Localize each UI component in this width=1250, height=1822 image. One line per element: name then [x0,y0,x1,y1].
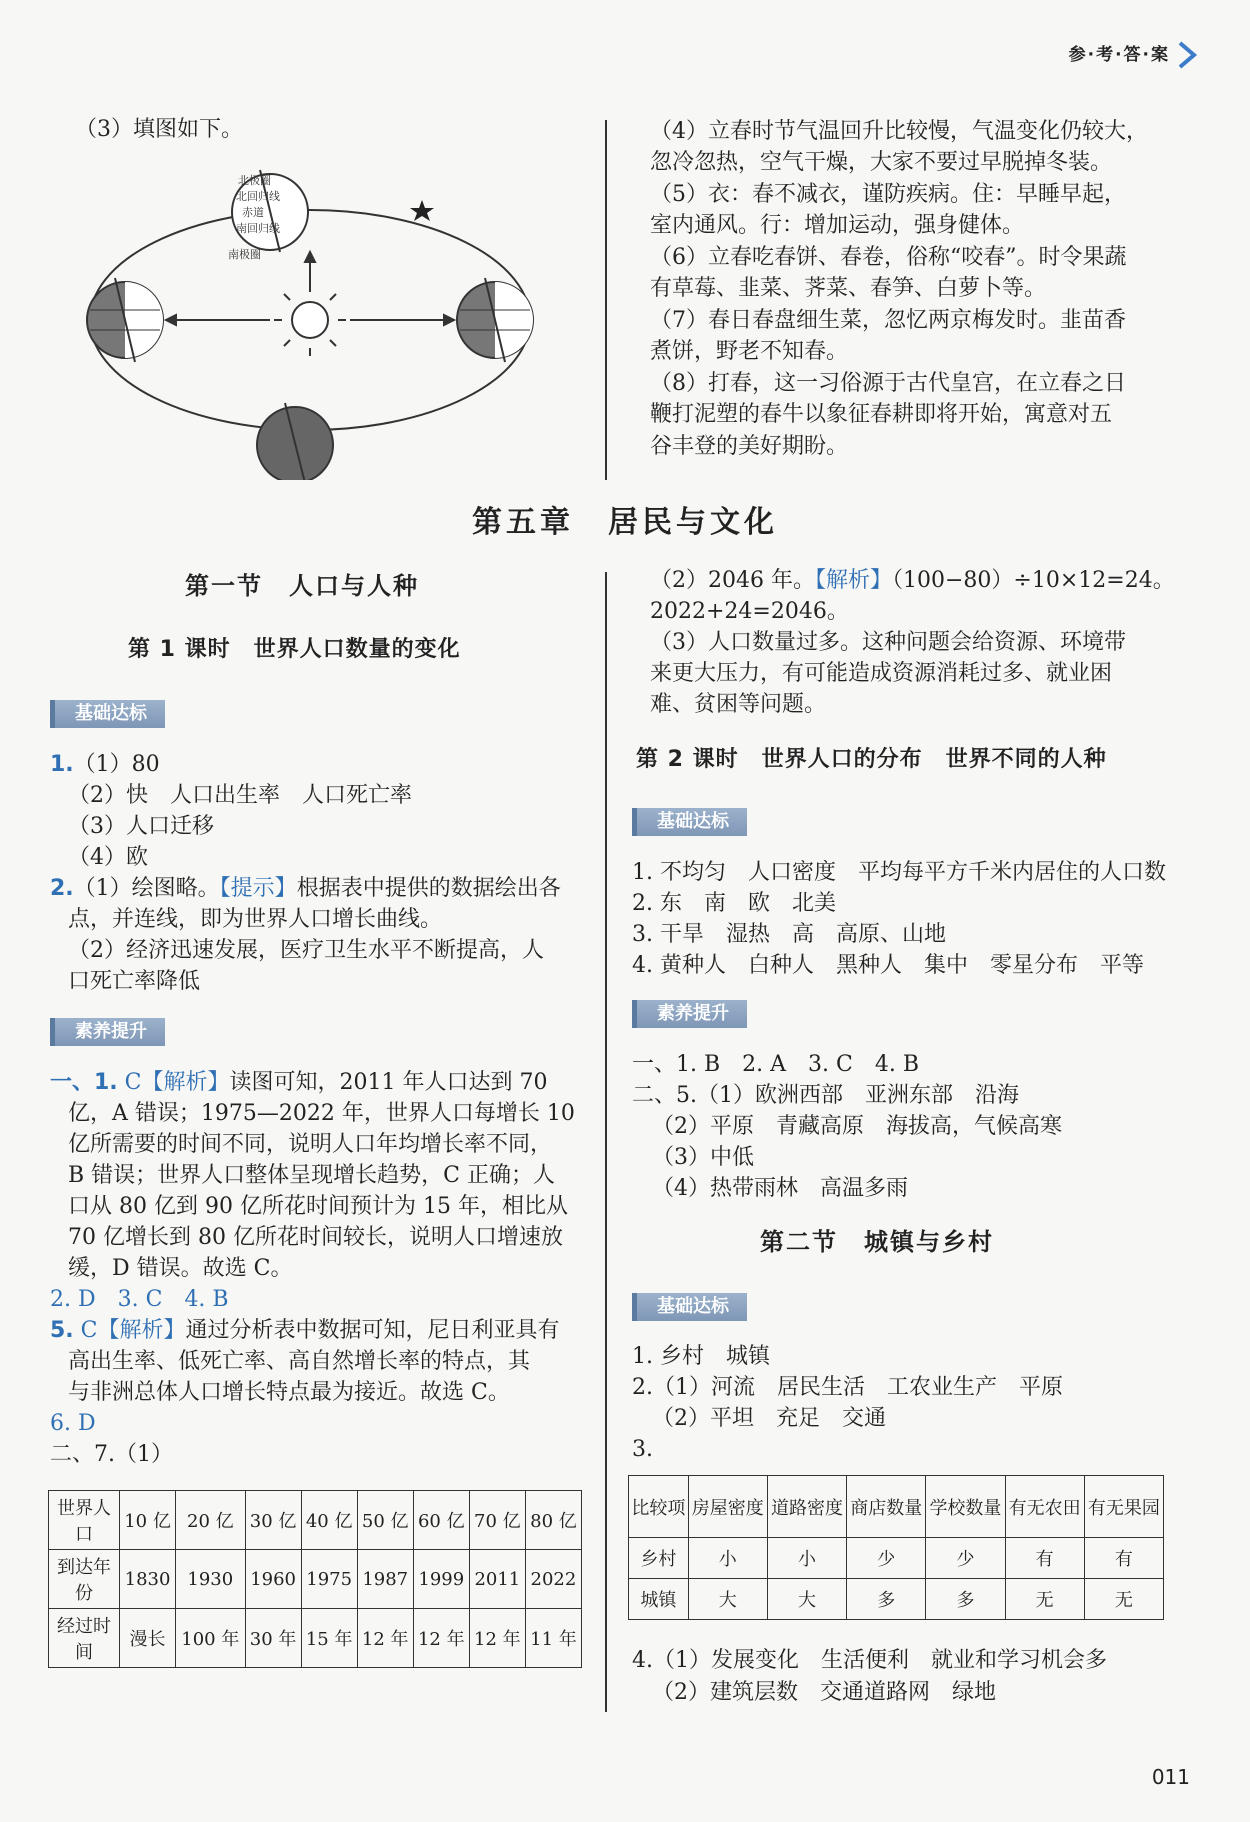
chevron-right-icon [1176,40,1200,70]
section-title-2: 第二节 城镇与乡村 [760,1228,994,1256]
badge-basic-3: 基础达标 [632,1293,747,1321]
earth-orbit-diagram [70,160,550,480]
svg-text:北回归线: 北回归线 [236,190,280,203]
column-divider-top [605,120,607,480]
page: 参·考·答·案 （3）填图如下。 北极圈 北回归线 赤道 南回归线 南极圈 （4）立春时节气温回升比较慢，气温变化仍较大， 忽冷忽热，空气干燥，大家不要过早脱掉冬装。 （5）衣：春不减衣，谨防疾病。住：早睡早起， 室内通风。行：增加运动，强身健体。 （6）立春吃春饼、春卷，俗称“咬春”。时令果蔬 有草莓、韭菜、荠菜、春笋、白萝卜等。 （7）春日春盘细生菜，忽忆两京梅发时。韭苗香 煮饼，野老不知春。 （8）打春，这一习俗源于古代皇宫，在立春之日 鞭打泥塑的春牛以象征春耕即将开始，寓意对五 谷丰登的美好期盼。 第五章 居民与文化 第一节 人口与人种 第 1 课时 世界人口数量的变化 基础达标 1.（1）80 （2）快 人口出生率 人口死亡率 （3）人口迁移 （4）欧 2.（1）绘图略。【提示】根据表中提供的数据绘出各 点，并连线，即为世界人口增长曲线。 （2）经济迅速发展，医疗卫生水平不断提高，人 口死亡率降低 素养提升 一、1. C【解析】读图可知，2011 年人口达到 70 亿，A 错误；1975—2022 年，世界人口每增长 10 亿所需要的时间不同，说明人口年均增长率不同， B 错误；世界人口整体呈现增长趋势，C 正确；人 口从 80 亿到 90 亿所花时间预计为 15 年，相比从 70 亿增长到 80 亿所花时间较长，说明人口增速放 缓，D 错误。故选 C。 2. D 3. C 4. B 5. C【解析】通过分析表中数据可知，尼日利亚具有 高出生率、低死亡率、高自然增长率的特点，其 与非洲总体人口增长特点最为接近。故选 C。 6. D 二、7.（1） 世界人口 10 亿 20 亿 30 亿 40 亿 50 亿 60 亿 70 亿 80 亿 到达年份 1830 1930 1960 1975 1987 1999 2011 2022 经过时间 漫长 100 年 30 年 15 年 12 年 12 年 12 年 11 年 （2）2046 年。【解析】（100−80）÷10×12=24。 2022+24=2046。 （3）人口数量过多。这种问题会给资源、环境带 来更大压力，有可能造成资源消耗过多、就业困 难、贫困等问题。 第 2 课时 世界人口的分布 世界不同的人种 基础达标 1. 不均匀 人口密度 平均每平方千米内居住的人口数 2. 东 南 欧 北美 3. 干旱 湿热 高 高原、山地 4. 黄种人 白种人 黑种人 集中 零星分布 平等 素养提升 一、1. B 2. A 3. C 4. B 二、5.（1）欧洲西部 亚洲东部 沿海 （2）平原 青藏高原 海拔高，气候高寒 （3）中低 （4）热带雨林 高温多雨 第二节 城镇与乡村 基础达标 1. 乡村 城镇 2.（1）河流 居民生活 工农业生产 平原 （2）平坦 充足 交通 3. 比较项 房屋密度 道路密度 商店数量 学校数量 有无农田 有无果园 乡村 小 小 少 少 有 有 城镇 大 大 多 多 无 无 4.（1）发展变化 生活便利 就业和学习机会多 （2）建筑层数 交通道路网 绿地 011 [0,0,1250,1822]
table-row: 到达年份 1830 1930 1960 1975 1987 1999 2011 2022 [49,1550,582,1609]
section-title-1: 第一节 人口与人种 [185,572,419,600]
earth-bottom [257,403,333,480]
chapter-title: 第五章 居民与文化 [472,505,778,540]
badge-basic-1: 基础达标 [50,700,165,728]
lesson-title-1: 第 1 课时 世界人口数量的变化 [128,637,461,662]
star-icon [410,200,434,221]
table-row: 乡村 小 小 少 少 有 有 [629,1538,1164,1579]
population-table [48,1490,582,1668]
page-number: 011 [1151,1765,1190,1789]
svg-text:南回归线: 南回归线 [236,222,280,235]
village-town-table [628,1475,1164,1620]
sun-icon [274,284,346,356]
column-divider-bottom [605,572,607,1712]
svg-text:南极圈: 南极圈 [228,248,261,261]
table-row: 世界人口 10 亿 20 亿 30 亿 40 亿 50 亿 60 亿 70 亿 80 亿 [49,1491,582,1550]
earth-top [228,170,308,261]
badge-advance-1: 素养提升 [50,1018,165,1046]
badge-advance-2: 素养提升 [632,1000,747,1028]
table-row: 经过时间 漫长 100 年 30 年 15 年 12 年 12 年 12 年 11 年 [49,1609,582,1668]
fill-diagram-text: （3）填图如下。 [75,117,243,142]
badge-basic-2: 基础达标 [632,808,747,836]
svg-text:赤道: 赤道 [242,206,264,219]
lesson-title-2: 第 2 课时 世界人口的分布 世界不同的人种 [636,747,1107,772]
table-row: 比较项 房屋密度 道路密度 商店数量 学校数量 有无农田 有无果园 [629,1476,1164,1538]
svg-text:北极圈: 北极圈 [238,174,271,187]
header-label: 参·考·答·案 [1068,45,1170,65]
table-row: 城镇 大 大 多 多 无 无 [629,1579,1164,1620]
